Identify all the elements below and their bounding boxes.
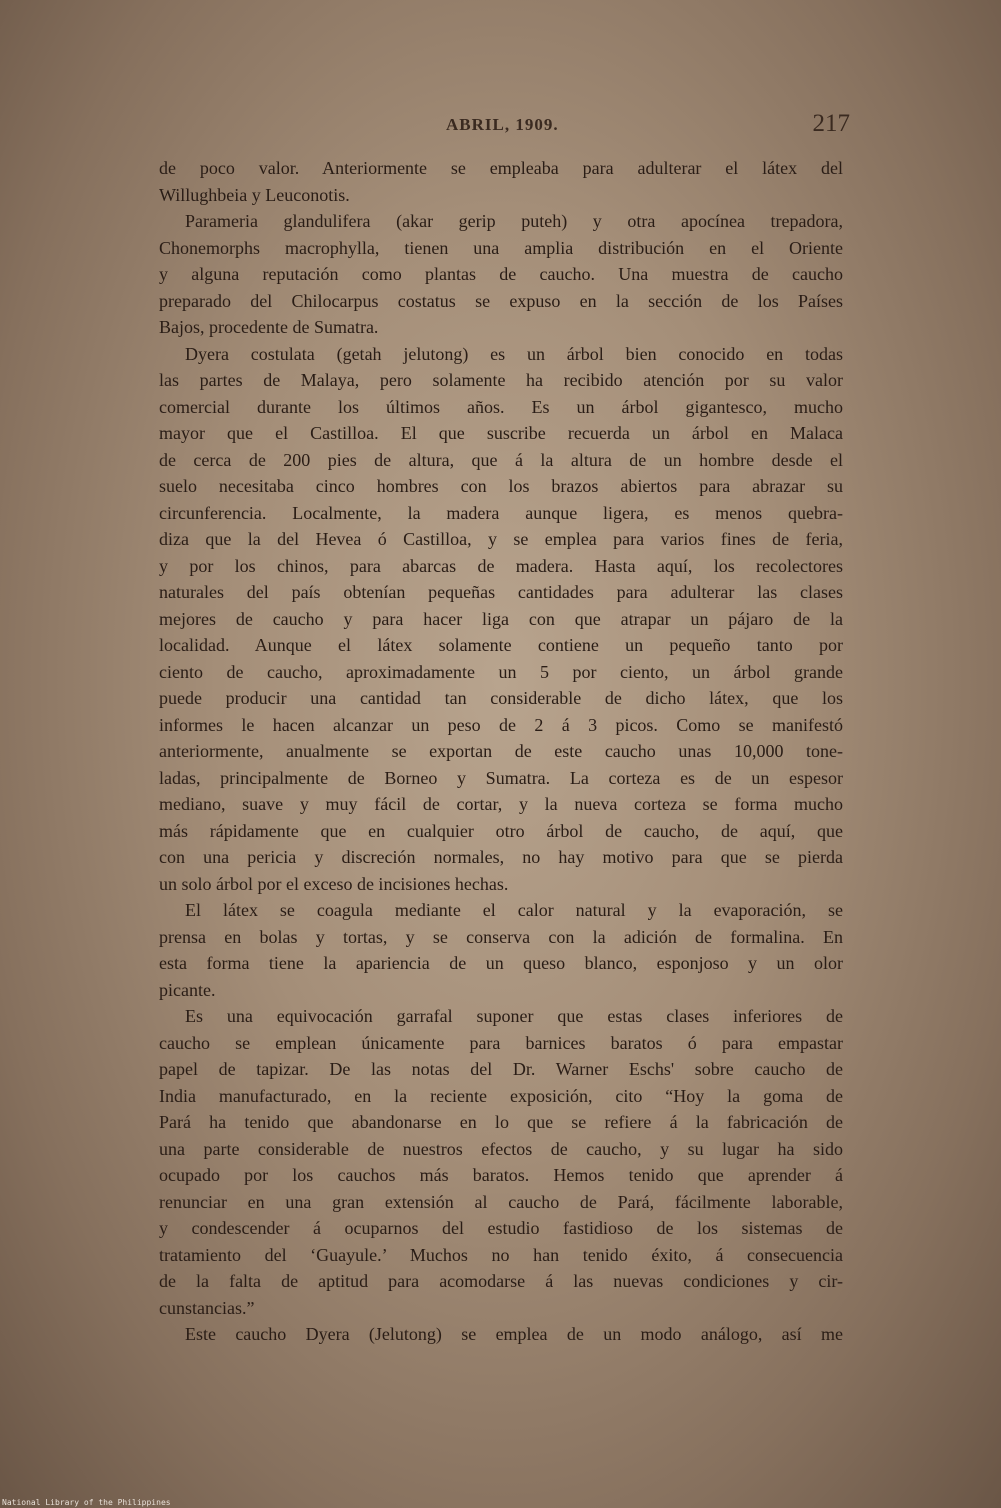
text-line: renunciar en una gran extensión al caucho de Pará, fácilmente laborable,	[159, 1191, 843, 1212]
text-line: preparado del Chilocarpus costatus se expuso en la sección de los Países	[159, 290, 843, 311]
text-line: y condescender á ocuparnos del estudio fastidioso de los sistemas de	[159, 1218, 843, 1238]
text-line: de poco valor. Anteriormente se empleaba para adulterar el látex del	[159, 158, 843, 178]
text-line: mediano, suave y muy fácil de cortar, y la nueva corteza se forma mucho	[159, 794, 843, 814]
body-text	[159, 155, 843, 1348]
text-line: cunstancias.”	[159, 1297, 255, 1318]
text-line: de la falta de aptitud para acomodarse á las nuevas condiciones y cir-	[159, 1271, 843, 1291]
text-line: El látex se coagula mediante el calor natural y la evaporación, se	[185, 900, 843, 920]
text-line: más rápidamente que en cualquier otro árbol de caucho, de aquí, que	[159, 820, 843, 841]
text-line: Pará ha tenido que abandonarse en lo que se refiere á la fabricación de	[159, 1112, 843, 1132]
text-line: circunferencia. Localmente, la madera aunque ligera, es menos quebra-	[159, 502, 843, 523]
text-line: Bajos, procedente de Sumatra.	[159, 317, 379, 337]
text-line: ladas, principalmente de Borneo y Sumatra. La corteza es de un espesor	[159, 767, 843, 788]
text-line: mayor que el Castilloa. El que suscribe recuerda un árbol en Malaca	[159, 423, 843, 443]
text-line: papel de tapizar. De las notas del Dr. Warner Eschs' sobre caucho de	[159, 1059, 843, 1079]
text-line: puede producir una cantidad tan considerable de dicho látex, que los	[159, 688, 843, 708]
text-line: India manufacturado, en la reciente exposición, cito “Hoy la goma de	[159, 1085, 843, 1106]
text-line: un solo árbol por el exceso de incisiones hechas.	[159, 873, 509, 894]
text-line: Parameria glandulifera (akar gerip puteh) y otra apocínea trepadora,	[185, 211, 843, 231]
text-line: mejores de caucho y para hacer liga con que atrapar un pájaro de la	[159, 608, 843, 629]
text-line: y por los chinos, para abarcas de madera. Hasta aquí, los recolectores	[159, 555, 843, 576]
text-line: localidad. Aunque el látex solamente contiene un pequeño tanto por	[159, 635, 843, 655]
text-line: naturales del país obtenían pequeñas cantidades para adulterar las clases	[159, 582, 843, 602]
text-line: una parte considerable de nuestros efectos de caucho, y su lugar ha sido	[159, 1138, 843, 1159]
text-line: prensa en bolas y tortas, y se conserva con la adición de formalina. En	[159, 926, 843, 947]
text-line: las partes de Malaya, pero solamente ha recibido atención por su valor	[159, 370, 843, 390]
page-number: 217	[812, 110, 850, 137]
page-header	[160, 110, 850, 140]
text-line: y alguna reputación como plantas de caucho. Una muestra de caucho	[159, 264, 843, 284]
text-line: Willughbeia y Leuconotis.	[159, 184, 350, 205]
running-header: ABRIL, 1909.	[446, 115, 559, 134]
text-line: suelo necesitaba cinco hombres con los brazos abiertos para abrazar su	[159, 476, 843, 496]
text-line: comercial durante los últimos años. Es un árbol gigantesco, mucho	[159, 396, 843, 417]
text-line: tratamiento del ‘Guayule.’ Muchos no han tenido éxito, á consecuencia	[159, 1244, 843, 1265]
text-line: caucho se emplean únicamente para barnices baratos ó para empastar	[159, 1032, 843, 1053]
text-line: con una pericia y discreción normales, no hay motivo para que se pierda	[159, 847, 843, 867]
text-line: Dyera costulata (getah jelutong) es un árbol bien conocido en todas	[185, 343, 843, 364]
text-line: Chonemorphs macrophylla, tienen una amplia distribución en el Oriente	[159, 237, 843, 258]
text-line: informes le hacen alcanzar un peso de 2 á 3 picos. Como se manifestó	[159, 714, 843, 735]
text-line: diza que la del Hevea ó Castilloa, y se emplea para varios fines de feria,	[159, 529, 843, 549]
text-line: ciento de caucho, aproximadamente un 5 por ciento, un árbol grande	[159, 661, 843, 682]
text-line: Es una equivocación garrafal suponer que estas clases inferiores de	[185, 1006, 843, 1026]
text-line: de cerca de 200 pies de altura, que á la altura de un hombre desde el	[159, 449, 843, 470]
text-line: picante.	[159, 979, 216, 1000]
text-line: Este caucho Dyera (Jelutong) se emplea de un modo análogo, así me	[185, 1324, 843, 1344]
text-line: ocupado por los cauchos más baratos. Hemos tenido que aprender á	[159, 1165, 843, 1185]
text-line: esta forma tiene la apariencia de un queso blanco, esponjoso y un olor	[159, 953, 843, 973]
text-line: anteriormente, anualmente se exportan de este caucho unas 10,000 tone-	[159, 741, 843, 761]
library-credit: National Library of the Philippines	[2, 1498, 171, 1507]
